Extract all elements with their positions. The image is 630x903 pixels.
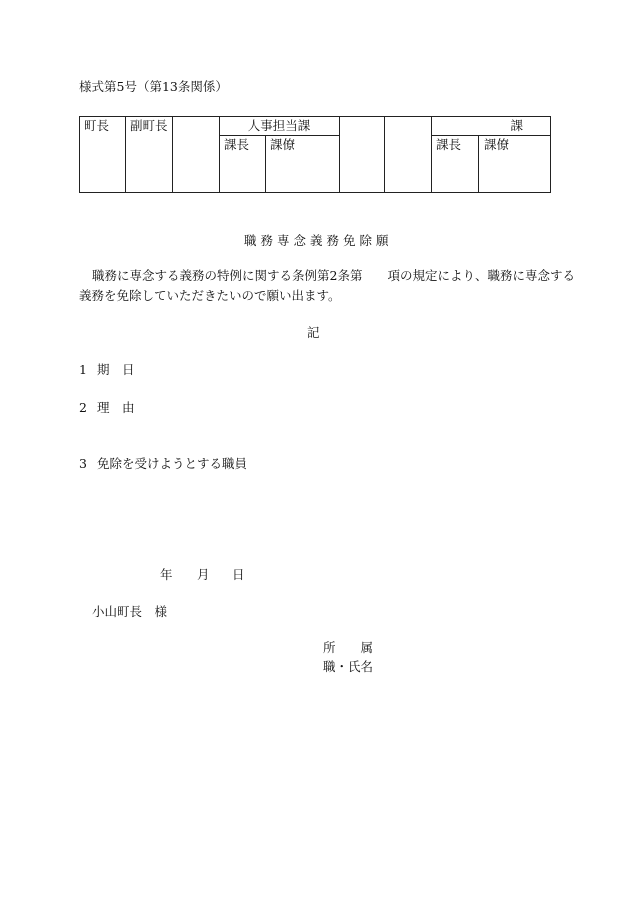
personnel-division-label: 人事担当課 [247, 118, 311, 133]
addressee: 小山町長 様 [92, 604, 168, 619]
date-day: 日 [232, 567, 245, 582]
table-divider [431, 135, 551, 136]
document-title: 職務専念義務免除願 [244, 233, 393, 248]
deputy-mayor-label: 副町長 [130, 118, 168, 133]
date-month: 月 [197, 567, 210, 582]
mayor-label: 町長 [84, 118, 110, 133]
staff-label: 課僚 [270, 137, 296, 152]
table-divider [339, 116, 340, 193]
table-divider [219, 135, 339, 136]
section-head-label: 課長 [436, 137, 462, 152]
table-divider [384, 116, 385, 193]
body-line-2: 義務を免除していただきたいので願い出ます。 [79, 288, 341, 303]
approval-stamp-table [79, 116, 551, 193]
section-head-label: 課長 [224, 137, 250, 152]
affiliation-label: 所 属 [323, 640, 374, 655]
item-num: 2 [79, 400, 87, 415]
table-divider [172, 116, 173, 193]
division-label: 課 [510, 118, 523, 133]
body-line-1: 職務に専念する義務の特例に関する条例第2条第 項の規定により、職務に専念する [92, 268, 575, 283]
form-number: 様式第5号（第13条関係） [79, 79, 228, 94]
table-divider [478, 135, 479, 193]
ki-heading: 記 [307, 325, 320, 340]
item-label: 免除を受けようとする職員 [97, 456, 248, 471]
table-divider [265, 135, 266, 193]
table-divider [125, 116, 126, 193]
name-label: 職・氏名 [323, 659, 374, 674]
date-year: 年 [160, 567, 173, 582]
item-num: 3 [79, 456, 87, 471]
item-num: 1 [79, 362, 87, 377]
staff-label: 課僚 [484, 137, 510, 152]
item-label: 期 日 [97, 362, 135, 377]
item-label: 理 由 [97, 400, 135, 415]
